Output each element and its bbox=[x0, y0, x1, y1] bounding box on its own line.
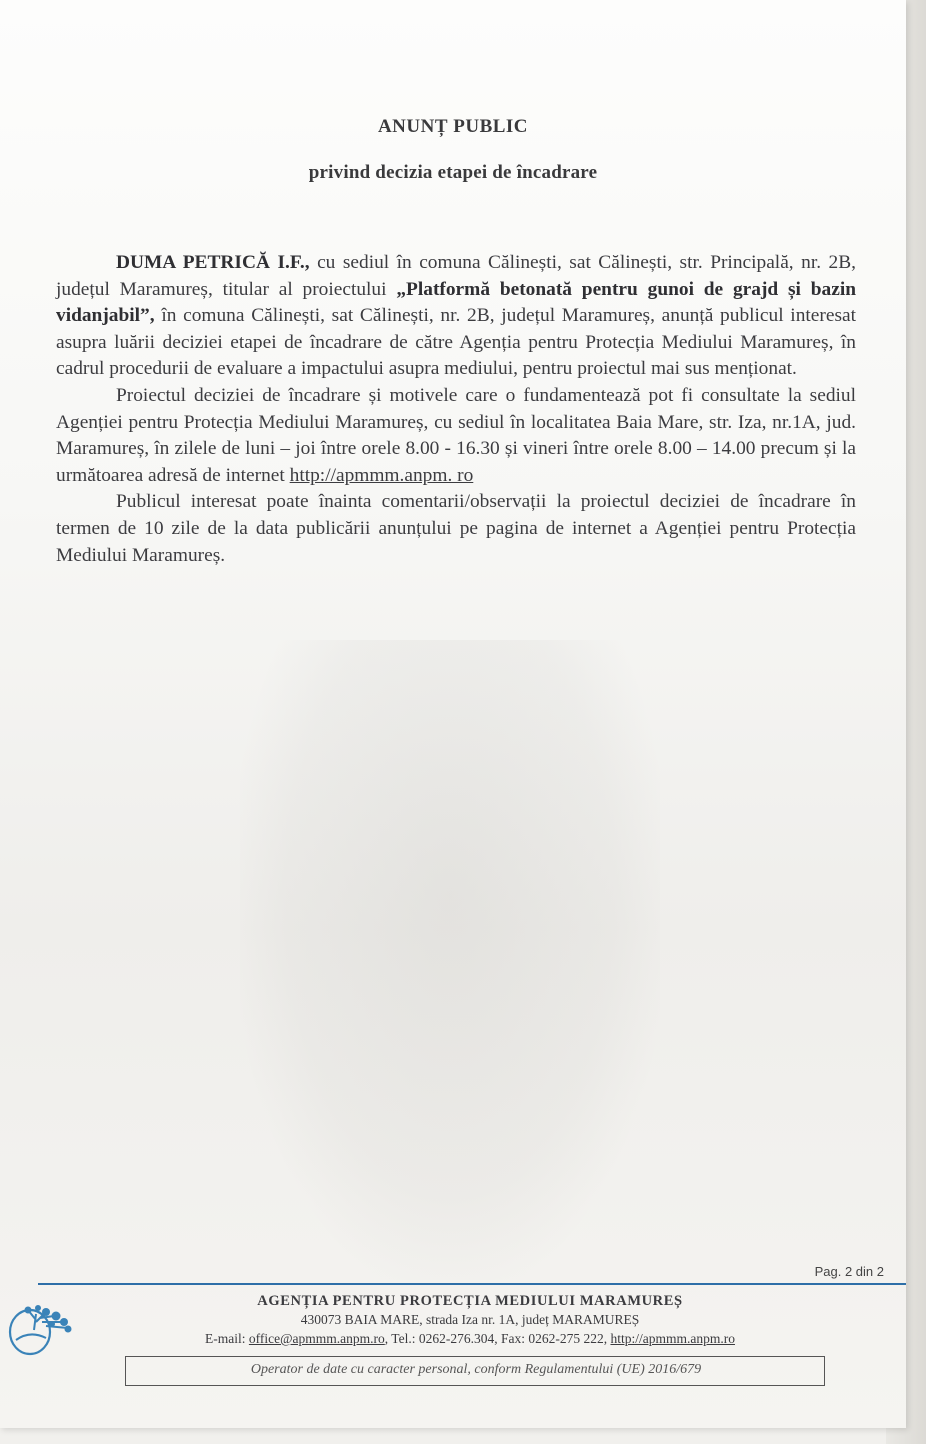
email-label: E-mail: bbox=[205, 1331, 249, 1346]
operator-note: Operator de date cu caracter personal, conform Regulamentului (UE) 2016/679 bbox=[250, 1362, 702, 1377]
footer-address: 430073 BAIA MARE, strada Iza nr. 1A, județ MARAMUREȘ bbox=[300, 1312, 640, 1327]
paragraph-2 bbox=[56, 383, 856, 489]
announcement-body bbox=[56, 250, 856, 569]
project-name: „Platformă betonată pentru gunoi de grajd și bazin vidanjabil”, bbox=[56, 278, 857, 327]
footer-agency-name: AGENȚIA PENTRU PROTECȚIA MEDIULUI MARAMUREȘ bbox=[257, 1293, 683, 1309]
paragraph-3-text: Publicul interesat poate înainta comentarii/observații la proiectul deciziei de încadrare în termen de 10 zile de la data publicării anunțului pe pagina de internet a Agenției pentru Protecția Mediului Maramureș. bbox=[56, 491, 856, 566]
document-title: ANUNȚ PUBLIC bbox=[377, 116, 529, 137]
paragraph-1 bbox=[56, 250, 856, 383]
paragraph-2-text: Proiectul deciziei de încadrare și motivele care o fundamentează pot fi consultate la sediul Agenției pentru Protecția Mediului Maramureș, cu sediul în localitatea Baia Mare, str. Iza, nr.1A, jud. Maramureș, în zilele de luni – joi între orele 8.00 - 16.30 și vineri între orele 8.00 – 14.00 precum și la următoarea adresă de internet bbox=[56, 384, 856, 486]
footer-divider bbox=[38, 1283, 906, 1285]
footer-contact bbox=[80, 1331, 860, 1347]
company-name: DUMA PETRICĂ I.F., bbox=[116, 252, 310, 273]
paragraph-1-text-a: cu sediul în comuna Călinești, sat Călinești, str. Principală, nr. 2B, județul Maramureș, titular al proiectului bbox=[56, 252, 856, 300]
footer-website-link[interactable]: http://apmmm.anpm.ro bbox=[610, 1331, 735, 1346]
page-number: Pag. 2 din 2 bbox=[814, 1264, 884, 1279]
paragraph-1-text-b: în comuna Călinești, sat Călinești, nr. 2B, județul Maramureș, anunță publicul interesat asupra luării deciziei etapei de încadrare de către Agenția pentru Protecția Mediului Maramureș, în cadrul procedurii de evaluare a impactului asupra mediului, pentru proiectul mai sus menționat. bbox=[56, 305, 856, 380]
email-link[interactable]: office@apmmm.anpm.ro bbox=[248, 1331, 385, 1346]
photo-shadow bbox=[240, 640, 660, 1280]
paragraph-3 bbox=[56, 489, 856, 569]
agency-logo-icon bbox=[6, 1300, 76, 1362]
phone-fax: , Tel.: 0262-276.304, Fax: 0262-275 222, bbox=[384, 1331, 611, 1346]
website-link[interactable]: http://apmmm.anpm. ro bbox=[289, 464, 474, 486]
operator-note-box bbox=[125, 1356, 825, 1386]
document-subtitle: privind decizia etapei de încadrare bbox=[308, 162, 598, 183]
